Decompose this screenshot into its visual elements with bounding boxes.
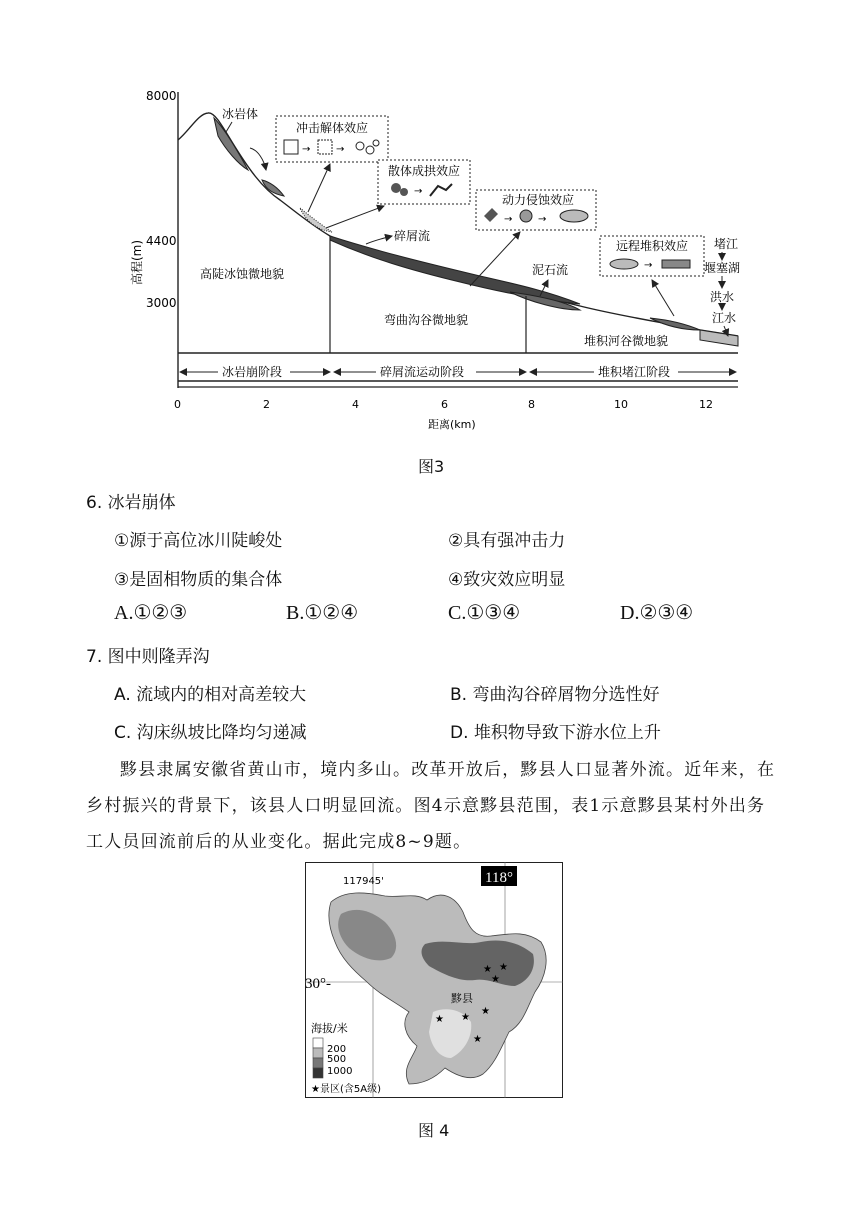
stage-label-2: 碎屑流运动阶段 xyxy=(380,365,465,379)
figure-3-caption: 图3 xyxy=(418,457,445,476)
scenic-star-7: ★ xyxy=(473,1034,482,1045)
scenic-star-2: ★ xyxy=(499,962,508,973)
landform-label-2: 弯曲沟谷微地貌 xyxy=(384,313,469,327)
scenic-star-3: ★ xyxy=(491,974,500,985)
stage-label-3: 堆积堵江阶段 xyxy=(598,365,671,379)
label-dam-4: 江水 xyxy=(712,311,737,325)
landform-label-1: 高陡冰蚀微地貌 xyxy=(200,267,285,281)
scenic-star-4: ★ xyxy=(481,1006,490,1017)
q7-option-d[interactable]: D. 堆积物导致下游水位上升 xyxy=(450,723,661,743)
label-debris-flow: 碎屑流 xyxy=(394,229,431,243)
county-label: 黟县 xyxy=(451,992,473,1005)
latitude-label: 30°- xyxy=(305,976,331,992)
label-remote: 远程堆积效应 xyxy=(616,239,689,253)
q7-option-a[interactable]: A. 流域内的相对高差较大 xyxy=(114,685,307,705)
q6-choice-d[interactable]: D.②③④ xyxy=(620,602,694,624)
label-dam-2: 堰塞湖 xyxy=(704,261,741,275)
label-ice-rock: 冰岩体 xyxy=(222,107,259,121)
x-axis-label: 距离(km) xyxy=(428,418,476,431)
y-tick-8000: 8000 xyxy=(146,89,177,103)
stage-label-1: 冰岩崩阶段 xyxy=(222,365,283,379)
scenic-star-5: ★ xyxy=(435,1014,444,1025)
debris-deposit xyxy=(300,208,332,232)
label-impact: 冲击解体效应 xyxy=(296,121,369,135)
svg-text:→: → xyxy=(644,260,653,271)
x-tick-12: 12 xyxy=(699,398,713,411)
y-axis-label: 高程(m) xyxy=(130,239,144,285)
q6-item-2: ②具有强冲击力 xyxy=(448,531,566,551)
y-tick-4400: 4400 xyxy=(146,234,177,248)
x-tick-8: 8 xyxy=(528,398,535,411)
figure-4-map xyxy=(305,862,563,1098)
q6-item-3: ③是固相物质的集合体 xyxy=(114,570,283,590)
q6-choice-a[interactable]: A.①②③ xyxy=(114,602,188,624)
passage-paragraph: 黟县隶属安徽省黄山市，境内多山。改革开放后，黟县人口显著外流。近年来，在乡村振兴的背景下，该县人口明显回流。图4示意黟县范围，表1示意黟县某村外出务工人员回流前后的从业变化。据此完成8~9题。 xyxy=(86,760,776,852)
x-tick-10: 10 xyxy=(614,398,628,411)
question-7-stem: 7. 图中则隆弄沟 xyxy=(86,647,210,667)
q6-item-4: ④致灾效应明显 xyxy=(448,570,566,590)
label-dam-3: 洪水 xyxy=(710,290,735,304)
q7-option-c[interactable]: C. 沟床纵坡比降均匀递减 xyxy=(114,723,307,743)
scenic-star-1: ★ xyxy=(483,964,492,975)
y-tick-3000: 3000 xyxy=(146,296,177,310)
label-dam-1: 堵江 xyxy=(714,237,739,251)
legend-value-500: 500 xyxy=(327,1054,347,1065)
legend-star: ★景区(含5A级) xyxy=(311,1084,381,1095)
terrain-profile xyxy=(178,113,741,336)
svg-text:→: → xyxy=(504,214,513,225)
longitude-label-1: 117945' xyxy=(343,876,384,887)
svg-text:→: → xyxy=(302,144,311,155)
svg-text:→: → xyxy=(414,186,423,197)
x-tick-0: 0 xyxy=(174,398,181,411)
q6-choice-b[interactable]: B.①②④ xyxy=(286,602,359,624)
legend-value-200: 200 xyxy=(327,1044,347,1055)
figure-4-caption: 图 4 xyxy=(418,1121,450,1140)
x-tick-4: 4 xyxy=(352,398,359,411)
figure-3-profile-diagram xyxy=(0,0,867,440)
q6-item-1: ①源于高位冰川陡峻处 xyxy=(114,531,283,551)
x-tick-6: 6 xyxy=(441,398,448,411)
landform-label-3: 堆积河谷微地貌 xyxy=(584,334,669,348)
ice-rock-body xyxy=(214,118,248,170)
svg-text:→: → xyxy=(336,144,345,155)
svg-text:→: → xyxy=(538,214,547,225)
label-mud-flow: 泥石流 xyxy=(532,263,569,277)
dam-deposit xyxy=(650,318,700,330)
q7-option-b[interactable]: B. 弯曲沟谷碎屑物分选性好 xyxy=(450,685,660,705)
scenic-star-6: ★ xyxy=(461,1012,470,1023)
longitude-label-2: 118° xyxy=(485,870,513,886)
legend-value-1000: 1000 xyxy=(327,1066,353,1077)
label-erosion: 动力侵蚀效应 xyxy=(502,193,575,207)
x-tick-2: 2 xyxy=(263,398,270,411)
legend-title: 海拔/米 xyxy=(311,1022,348,1035)
q6-choice-c[interactable]: C.①③④ xyxy=(448,602,521,624)
label-arch: 散体成拱效应 xyxy=(388,164,461,178)
question-6-stem: 6. 冰岩崩体 xyxy=(86,493,176,513)
